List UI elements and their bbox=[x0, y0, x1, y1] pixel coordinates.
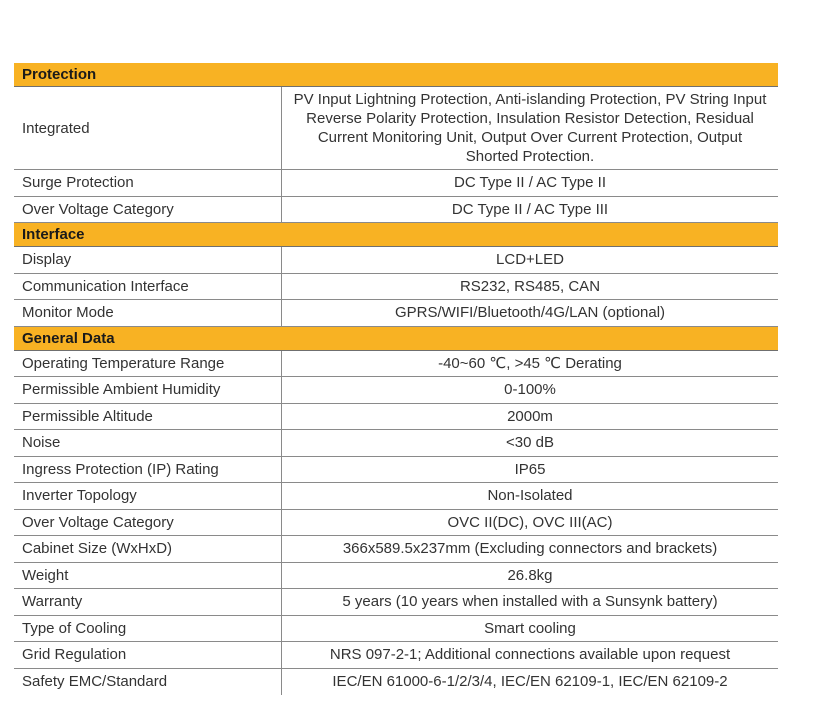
row-value: OVC II(DC), OVC III(AC) bbox=[447, 513, 613, 531]
table-row bbox=[14, 351, 778, 378]
table-row bbox=[14, 87, 778, 170]
row-label: Over Voltage Category bbox=[14, 197, 282, 223]
table-row bbox=[14, 457, 778, 484]
row-value: DC Type II / AC Type III bbox=[451, 200, 609, 218]
table-row bbox=[14, 300, 778, 327]
row-label: Warranty bbox=[14, 589, 282, 615]
table-row bbox=[14, 483, 778, 510]
row-value: Smart cooling bbox=[484, 619, 576, 637]
row-value: IP65 bbox=[514, 460, 546, 478]
section-header-interface: Interface bbox=[14, 223, 778, 247]
row-value: 366x589.5x237mm (Excluding connectors and brackets) bbox=[342, 540, 718, 558]
row-label: Display bbox=[14, 247, 282, 273]
table-row bbox=[14, 669, 778, 696]
row-label: Operating Temperature Range bbox=[14, 351, 282, 377]
row-value: PV Input Lightning Protection, Anti-islanding Protection, PV String Input Reverse Polarity Protection, Insulation Resistor Detection, Residual Current Monitoring Unit, Output Over Current Protection, Output Shorted Protection. bbox=[293, 91, 767, 165]
table-row bbox=[14, 642, 778, 669]
row-label: Noise bbox=[14, 430, 282, 456]
table-row bbox=[14, 197, 778, 224]
row-label: Type of Cooling bbox=[14, 616, 282, 642]
row-label: Weight bbox=[14, 563, 282, 589]
row-label: Integrated bbox=[14, 87, 282, 169]
row-label: Monitor Mode bbox=[14, 300, 282, 326]
row-value: 2000m bbox=[507, 407, 553, 425]
table-row bbox=[14, 536, 778, 563]
row-label: Cabinet Size (WxHxD) bbox=[14, 536, 282, 562]
row-value: RS232, RS485, CAN bbox=[459, 277, 601, 295]
row-value: <30 dB bbox=[506, 434, 554, 452]
row-label: Safety EMC/Standard bbox=[14, 669, 282, 696]
table-row bbox=[14, 274, 778, 301]
row-label: Surge Protection bbox=[14, 170, 282, 196]
table-row bbox=[14, 170, 778, 197]
table-row bbox=[14, 563, 778, 590]
row-label: Ingress Protection (IP) Rating bbox=[14, 457, 282, 483]
row-value: 0-100% bbox=[504, 381, 556, 399]
table-row bbox=[14, 616, 778, 643]
section-header-general-data: General Data bbox=[14, 327, 778, 351]
row-label: Communication Interface bbox=[14, 274, 282, 300]
row-value: 5 years (10 years when installed with a Sunsynk battery) bbox=[342, 593, 718, 611]
spec-table bbox=[14, 63, 778, 695]
row-value: Non-Isolated bbox=[487, 487, 573, 505]
row-value: DC Type II / AC Type II bbox=[453, 174, 606, 192]
section-header-protection: Protection bbox=[14, 63, 778, 87]
row-value: NRS 097-2-1; Additional connections available upon request bbox=[329, 646, 731, 664]
row-value: 26.8kg bbox=[507, 566, 553, 584]
table-row bbox=[14, 377, 778, 404]
table-row bbox=[14, 589, 778, 616]
row-label: Over Voltage Category bbox=[14, 510, 282, 536]
row-value: IEC/EN 61000-6-1/2/3/4, IEC/EN 62109-1, IEC/EN 62109-2 bbox=[332, 673, 728, 691]
table-row bbox=[14, 247, 778, 274]
row-value: GPRS/WIFI/Bluetooth/4G/LAN (optional) bbox=[394, 304, 666, 322]
table-row bbox=[14, 430, 778, 457]
row-value: LCD+LED bbox=[496, 251, 564, 269]
row-label: Grid Regulation bbox=[14, 642, 282, 668]
row-value: -40~60 ℃, >45 ℃ Derating bbox=[438, 354, 622, 372]
table-row bbox=[14, 404, 778, 431]
row-label: Inverter Topology bbox=[14, 483, 282, 509]
table-row bbox=[14, 510, 778, 537]
row-label: Permissible Altitude bbox=[14, 404, 282, 430]
row-label: Permissible Ambient Humidity bbox=[14, 377, 282, 403]
